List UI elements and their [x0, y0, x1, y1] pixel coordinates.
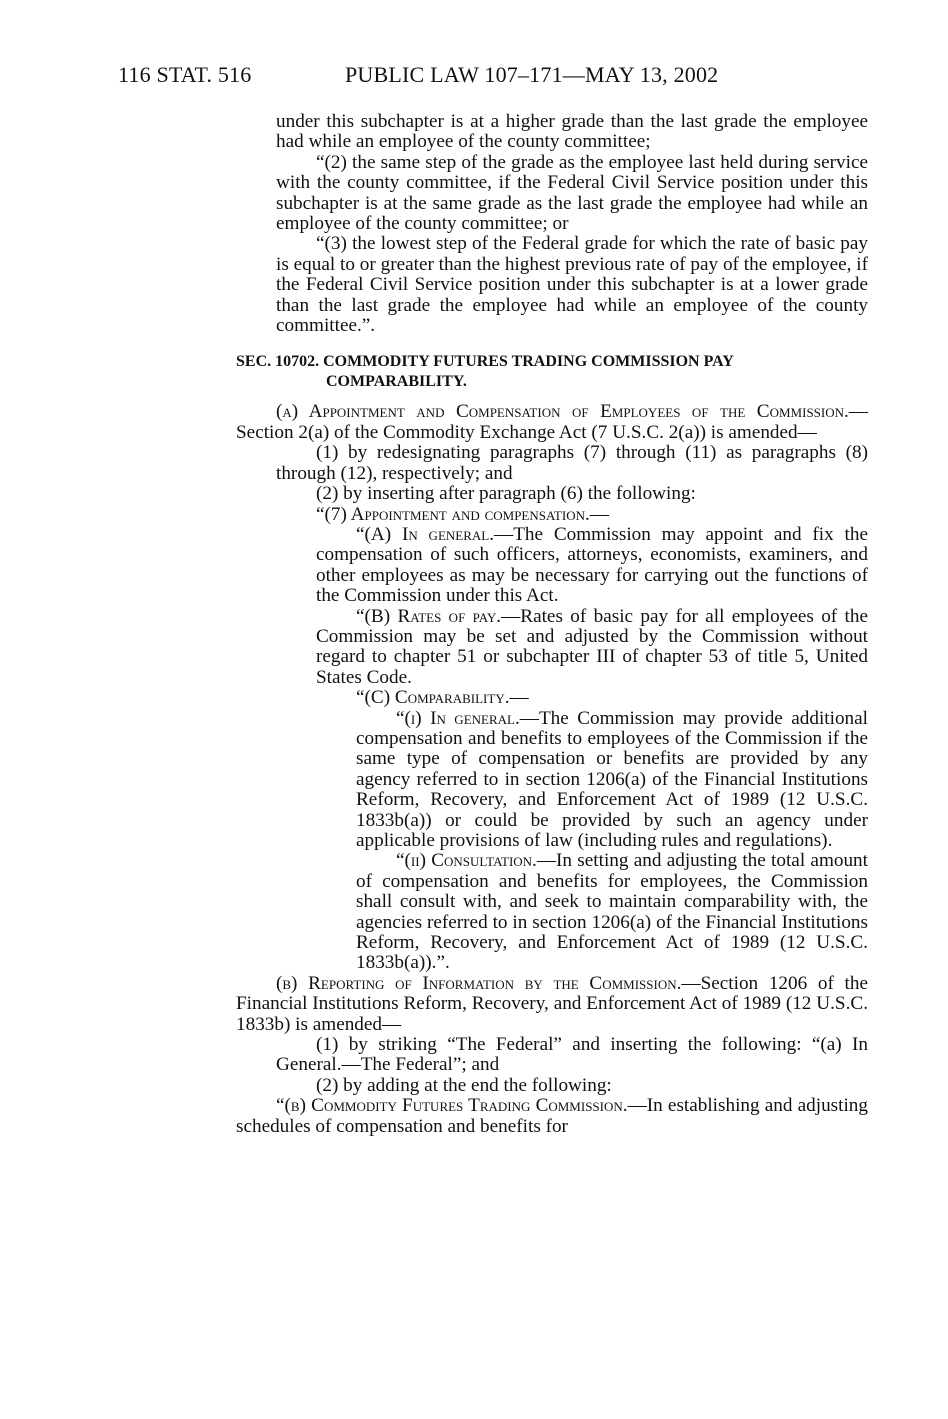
paragraph-7-dash: —: [589, 503, 609, 525]
paragraph-7-heading: “(7) Appointment and compensation.: [316, 503, 590, 525]
subsection-a: [236, 402, 868, 443]
clause-ii-heading: “(ii) Consultation.: [396, 850, 537, 872]
subparagraph-A-heading: “(A) In general.: [356, 523, 495, 545]
subparagraph-B-heading: “(B) Rates of pay.: [356, 605, 502, 627]
statute-page-number: 116 STAT. 516: [118, 62, 252, 87]
subparagraph-A: [236, 525, 868, 607]
subsection-a-item-1: (1) by redesignating paragraphs (7) through (11) as paragraphs (8) through (12), respectively; and: [276, 442, 868, 484]
clause-ii-text: —In setting and adjusting the total amount of compensation and benefits for employees, the Commission shall consult with, and seek to maintain comparability with, the agencies referred to in section 1206(a) of the Financial Institutions Reform, Recovery, and Enforcement Act of 1989 (12 U.S.C. 1833b(a)).”.: [356, 850, 868, 974]
clause-i: [236, 709, 868, 852]
subsection-b-item-1: (1) by striking “The Federal” and inserting the following: “(a) In General.—The Federal”; and: [276, 1034, 868, 1076]
running-header-title: PUBLIC LAW 107–171—MAY 13, 2002: [345, 62, 719, 87]
clause-i-text: —The Commission may provide additional compensation and benefits to employees of the Commission if the same type of compensation or benefits are provided by any agency referred to in section 1206(a) of the Financial Institutions Reform, Recovery, and Enforcement Act of 1989 (12 U.S.C. 1833b(a)) or could be provided by such an agency under applicable provisions of law (including rules and regulations).: [356, 707, 868, 851]
new-subsection-b: [236, 1096, 868, 1137]
paragraph-continuation: under this subchapter is at a higher grade than the last grade the employee had while an employee of the county committee;: [276, 111, 868, 153]
document-body: [236, 112, 868, 1137]
subparagraph-C: [236, 688, 868, 708]
paragraph-7: [236, 505, 868, 525]
subsection-b: [236, 974, 868, 1035]
clause-ii: [236, 851, 868, 973]
paragraph-item-2: “(2) the same step of the grade as the employee last held during service with the county committee, if the Federal Civil Service position under this subchapter is at the same grade as the last grade the employee had while an employee of the county committee; or: [276, 151, 868, 235]
subsection-b-item-2: (2) by adding at the end the following:: [316, 1074, 612, 1096]
subsection-a-text: —Section 2(a) of the Commodity Exchange Act (7 U.S.C. 2(a)) is amended—: [236, 401, 868, 443]
new-subsection-b-heading: “(b) Commodity Futures Trading Commission.: [276, 1095, 628, 1117]
subparagraph-C-dash: —: [509, 687, 529, 709]
new-subsection-b-text: —In establishing and adjusting schedules of compensation and benefits for: [236, 1095, 868, 1137]
clause-i-heading: “(i) In general.: [396, 707, 520, 729]
subparagraph-C-heading: “(C) Comparability.: [356, 687, 510, 709]
subparagraph-B-text: —Rates of basic pay for all employees of the Commission may be set and adjusted by the Commission without regard to chapter 51 or subchapter III of chapter 53 of title 5, United States Code.: [316, 605, 868, 688]
subparagraph-A-text: —The Commission may appoint and fix the compensation of such officers, attorneys, economists, examiners, and other employees as may be necessary for carrying out the functions of the Commission under this Act.: [316, 523, 868, 607]
subsection-a-heading: (a) Appointment and Compensation of Employees of the Commission.: [276, 401, 849, 423]
paragraph-item-3: “(3) the lowest step of the Federal grade for which the rate of basic pay is equal to or greater than the highest previous rate of pay of the employee, if the Federal Civil Service position under this subchapter is at a lower grade than the last grade the employee had while an employee of the county committee.”.: [276, 233, 868, 337]
subsection-a-item-2: (2) by inserting after paragraph (6) the following:: [316, 483, 696, 505]
section-heading: SEC. 10702. COMMODITY FUTURES TRADING COMMISSION PAY COMPARABILITY.: [236, 353, 734, 391]
subsection-b-heading: (b) Reporting of Information by the Commission.: [276, 972, 682, 994]
subparagraph-B: [236, 607, 868, 689]
subsection-b-text: —Section 1206 of the Financial Institutions Reform, Recovery, and Enforcement Act of 1989 (12 U.S.C. 1833b) is amended—: [236, 972, 868, 1035]
